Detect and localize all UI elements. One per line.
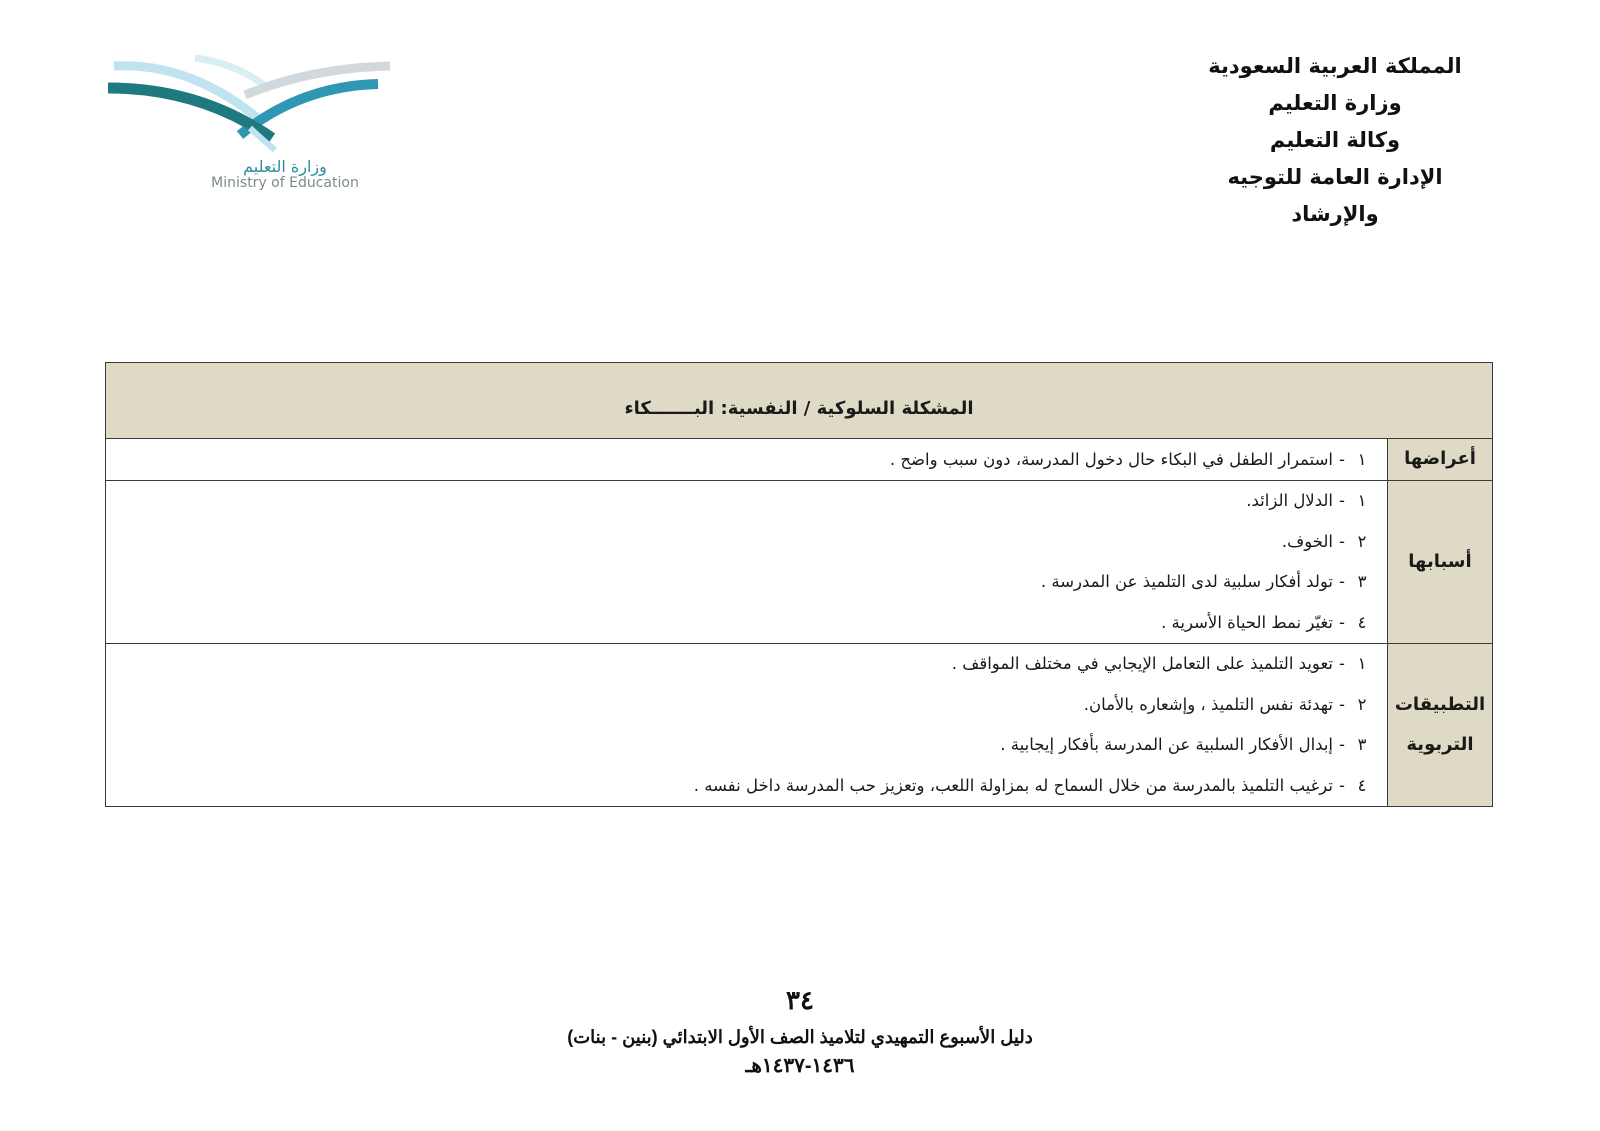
org-line-kingdom: المملكة العربية السعودية bbox=[1208, 54, 1462, 78]
behavior-problem-table bbox=[105, 362, 1493, 807]
list-item bbox=[106, 684, 1375, 725]
list-item bbox=[106, 765, 1375, 806]
org-line-ministry: وزارة التعليم bbox=[1268, 91, 1402, 115]
item-dash: - bbox=[1339, 449, 1345, 469]
item-dash: - bbox=[1339, 775, 1345, 795]
item-dash: - bbox=[1339, 654, 1345, 674]
item-number: ٢ bbox=[1357, 531, 1367, 551]
section-label-applications bbox=[1388, 643, 1493, 806]
item-dash: - bbox=[1339, 694, 1345, 714]
item-text: تغيّر نمط الحياة الأسرية . bbox=[1161, 612, 1333, 632]
section-label-symptoms: أعراضها bbox=[1388, 439, 1493, 481]
item-number: ٢ bbox=[1357, 694, 1367, 714]
section-row-applications bbox=[106, 643, 1493, 806]
section-content-symptoms bbox=[106, 439, 1388, 481]
item-dash: - bbox=[1339, 612, 1345, 632]
item-dash: - bbox=[1339, 572, 1345, 592]
item-text: الدلال الزائد. bbox=[1246, 491, 1333, 511]
item-text: تعويد التلميذ على التعامل الإيجابي في مختلف المواقف . bbox=[951, 654, 1333, 674]
ministry-logo bbox=[100, 50, 410, 200]
list-item bbox=[106, 644, 1375, 685]
item-number: ١ bbox=[1357, 654, 1367, 674]
item-number: ١ bbox=[1357, 449, 1367, 469]
section-label-causes: أسبابها bbox=[1388, 480, 1493, 643]
item-dash: - bbox=[1339, 531, 1345, 551]
label-line-1: التطبيقات bbox=[1394, 693, 1486, 715]
item-text: تولد أفكار سلبية لدى التلميذ عن المدرسة . bbox=[1040, 572, 1333, 592]
item-text: تهدئة نفس التلميذ ، وإشعاره بالأمان. bbox=[1083, 694, 1333, 714]
item-text: إبدال الأفكار السلبية عن المدرسة بأفكار إيجابية . bbox=[1000, 735, 1333, 755]
item-text: الخوف. bbox=[1281, 531, 1333, 551]
list-item bbox=[106, 439, 1375, 480]
item-number: ٣ bbox=[1357, 572, 1367, 592]
org-line-agency: وكالة التعليم bbox=[1269, 128, 1401, 152]
table-title: المشكلة السلوكية / النفسية: البـــــــكاء bbox=[106, 363, 1493, 439]
item-number: ٤ bbox=[1357, 612, 1367, 632]
item-number: ١ bbox=[1357, 491, 1367, 511]
organization-header bbox=[1190, 48, 1480, 233]
item-text: ترغيب التلميذ بالمدرسة من خلال السماح له بمزاولة اللعب، وتعزيز حب المدرسة داخل نفسه . bbox=[693, 775, 1333, 795]
item-dash: - bbox=[1339, 491, 1345, 511]
logo-arabic-text: وزارة التعليم bbox=[243, 157, 327, 176]
item-dash: - bbox=[1339, 735, 1345, 755]
list-item bbox=[106, 725, 1375, 766]
academic-year: ١٤٣٦-١٤٣٧هـ bbox=[745, 1055, 855, 1077]
list-item bbox=[106, 521, 1375, 562]
list-item bbox=[106, 481, 1375, 522]
open-book-icon bbox=[100, 50, 410, 160]
section-content-applications bbox=[106, 643, 1388, 806]
table-title-row bbox=[106, 363, 1493, 439]
page-number: ٣٤ bbox=[786, 985, 814, 1015]
item-text: استمرار الطفل في البكاء حال دخول المدرسة، دون سبب واضح . bbox=[889, 449, 1333, 469]
section-content-causes bbox=[106, 480, 1388, 643]
list-item bbox=[106, 562, 1375, 603]
section-row-symptoms bbox=[106, 439, 1493, 481]
item-number: ٣ bbox=[1357, 735, 1367, 755]
org-line-department: الإدارة العامة للتوجيه والإرشاد bbox=[1227, 165, 1443, 226]
label-line-2: التربوية bbox=[1406, 733, 1474, 755]
logo-english-text: Ministry of Education bbox=[211, 175, 359, 191]
guide-title: دليل الأسبوع التمهيدي لتلاميذ الصف الأول الابتدائي (بنين - بنات) bbox=[567, 1027, 1033, 1047]
section-row-causes bbox=[106, 480, 1493, 643]
item-number: ٤ bbox=[1357, 775, 1367, 795]
list-item bbox=[106, 602, 1375, 643]
